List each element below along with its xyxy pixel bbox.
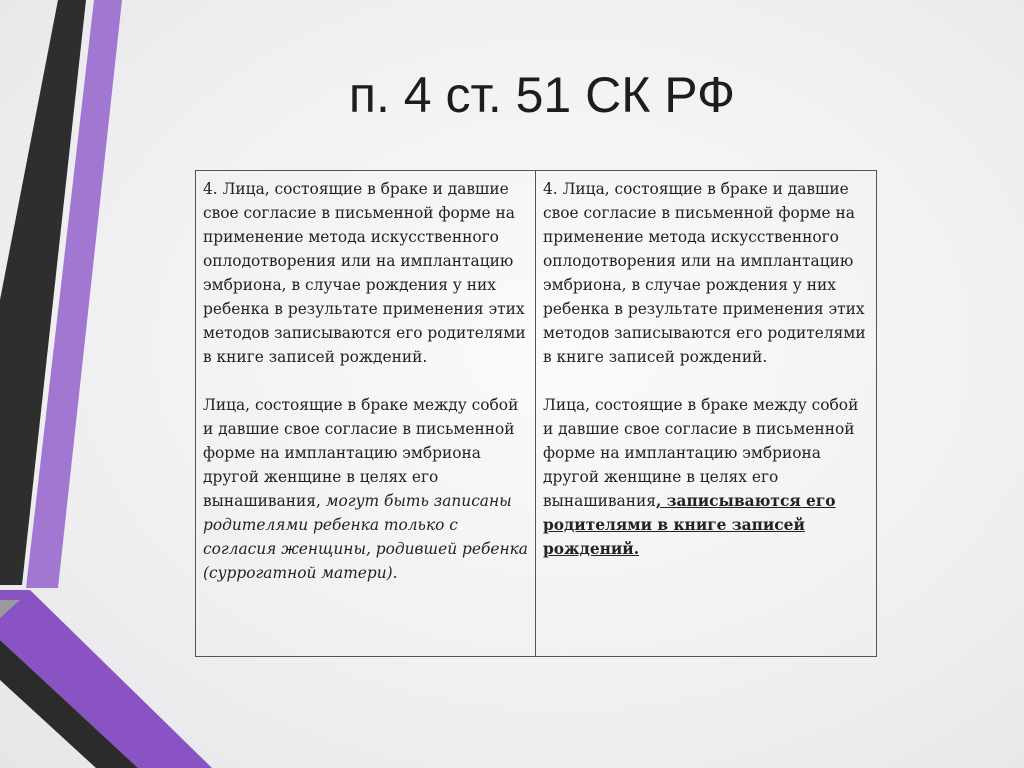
right-paragraph-2: [543, 393, 870, 561]
left-column: [196, 171, 536, 656]
right-paragraph-2-emphasis: , записываются его родителями в книге записей рождений.: [543, 492, 836, 558]
right-column: [536, 171, 876, 656]
right-paragraph-1: 4. Лица, состоящие в браке и давшие свое согласие в письменной форме на применение метода искусственного оплодотворения или на имплантацию эмбриона, в случае рождения у них ребенка в результате применения этих методов записываются его родителями в книге записей рождений.: [543, 180, 866, 366]
left-paragraph-1: 4. Лица, состоящие в браке и давшие свое согласие в письменной форме на применение метода искусственного оплодотворения или на имплантацию эмбриона, в случае рождения у них ребенка в результате применения этих методов записываются его родителями в книге записей рождений.: [203, 180, 526, 366]
left-paragraph-2-emphasis: могут быть записаны родителями ребенка только с согласия женщины, родившей ребенка (суррогатной матери).: [203, 492, 528, 582]
left-paragraph-2-text: Лица, состоящие в браке между собой и давшие свое согласие в письменной форме на имплантацию эмбриона другой женщине в целях его вынашивания,: [203, 396, 519, 510]
left-paragraph-2: [203, 393, 529, 585]
slide-title: п. 4 ст. 51 СК РФ: [348, 67, 736, 123]
right-paragraph-2-text: Лица, состоящие в браке между собой и давшие свое согласие в письменной форме на имплантацию эмбриона другой женщине в целях его вынашивания: [543, 396, 859, 510]
comparison-table: [195, 170, 877, 657]
